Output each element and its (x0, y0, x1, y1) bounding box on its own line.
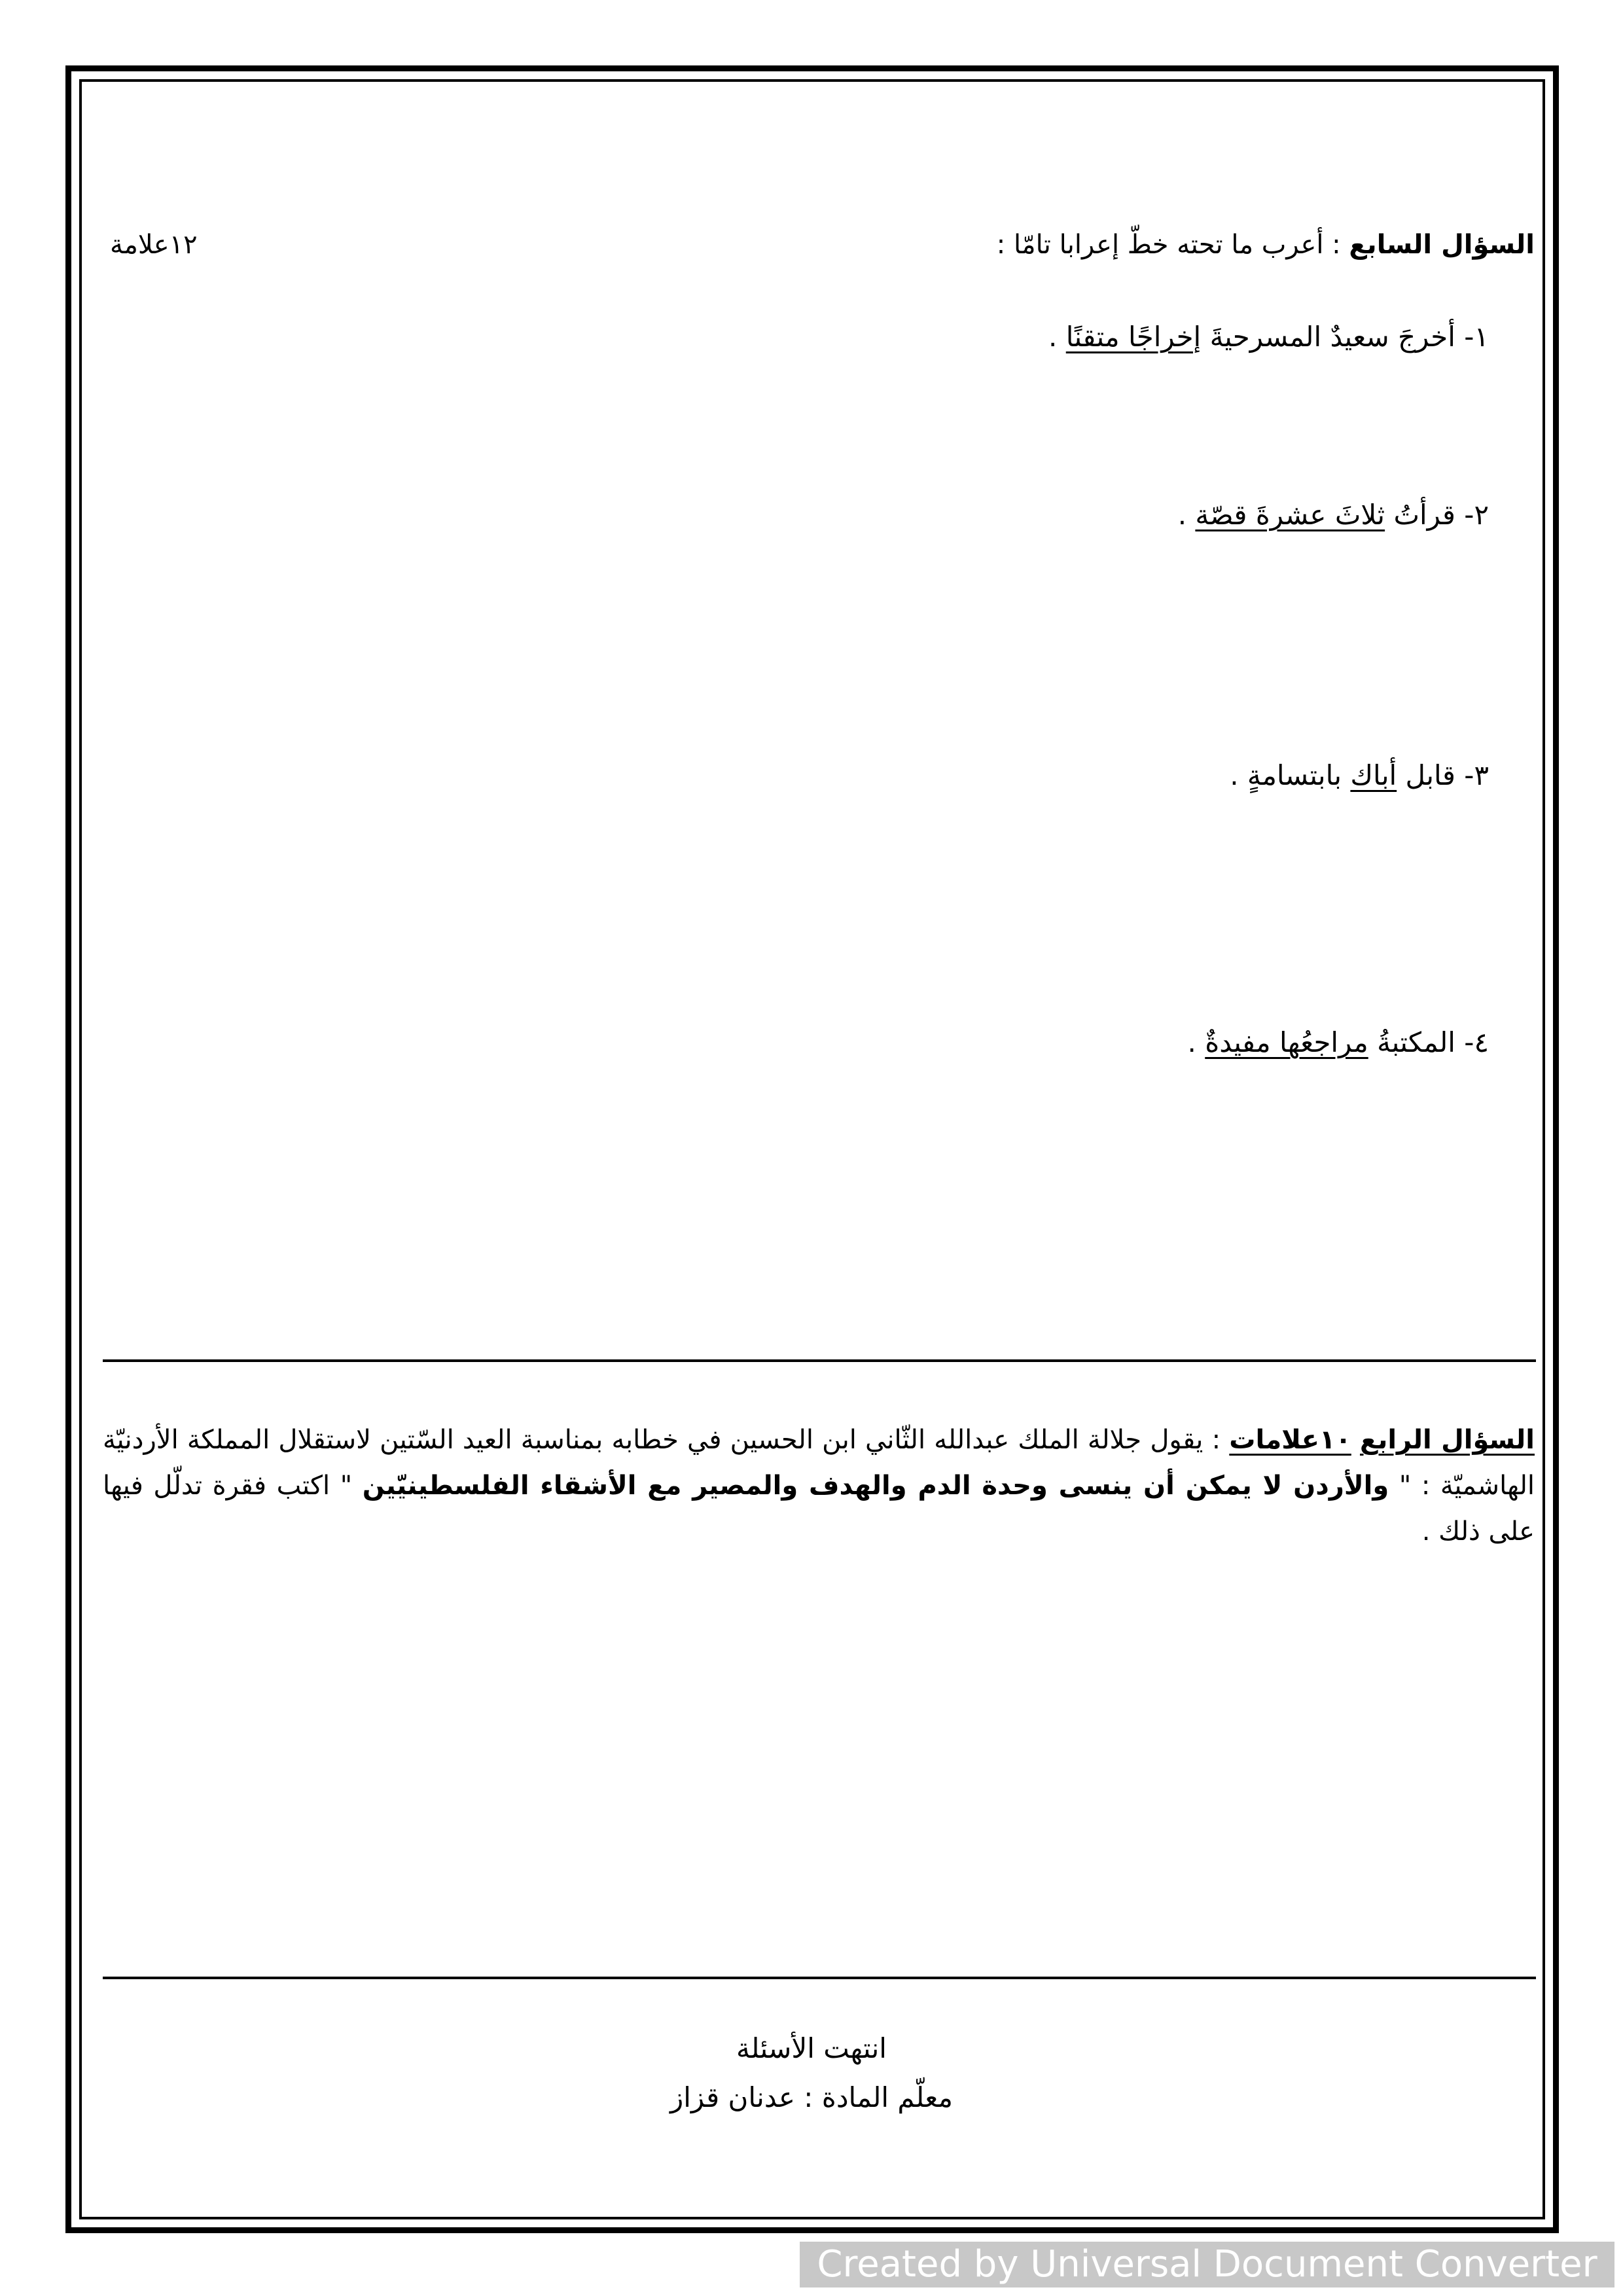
item-text: أخرجَ سعيدٌ المسرحيةَ (1201, 321, 1455, 353)
item-number: ١- (1464, 321, 1489, 353)
item-number: ٢- (1464, 499, 1489, 531)
question4-title: السؤال الرابع (1360, 1425, 1535, 1455)
item-end: . (1187, 1026, 1205, 1058)
item-underlined: أباك (1350, 759, 1397, 791)
question7-item-2 (1178, 499, 1489, 531)
question7-header (997, 229, 1535, 260)
question7-instruction: : أعرب ما تحته خطّ إعرابا تامّا : (996, 230, 1341, 260)
question7-item-1 (1048, 321, 1489, 353)
item-underlined: مراجعُها مفيدةٌ (1205, 1026, 1368, 1058)
question4-intro: : يقول جلالة الملك عبدالله الثّاني ابن الحسين في خطابه بمناسبة العيد السّتين لاستقلال المملكة الأردنيّة الهاشميّة : " (103, 1425, 1535, 1501)
item-underlined: إخراجًا متقنًا (1065, 321, 1202, 353)
item-text: المكتبةُ (1368, 1026, 1455, 1058)
section-divider-2 (103, 1977, 1536, 1979)
item-underlined: ثلاثَ عشرةَ قصّة (1195, 499, 1385, 531)
item-text: قابل (1397, 759, 1455, 791)
question7-item-4 (1188, 1026, 1489, 1059)
item-end: بابتسامةٍ . (1230, 759, 1351, 791)
item-number: ٣- (1464, 759, 1489, 791)
item-end: . (1048, 321, 1066, 353)
question7-title: السؤال السابع (1349, 230, 1535, 260)
item-number: ٤- (1464, 1026, 1489, 1058)
question4-outro: " اكتب فقرة تدلّل فيها على ذلك . (103, 1471, 1535, 1547)
section-divider (103, 1359, 1536, 1362)
watermark-banner: Created by Universal Document Converter (800, 2242, 1614, 2287)
question7-item-3 (1230, 759, 1489, 792)
item-text: قرأتُ (1385, 499, 1455, 531)
question4-quote: والأردن لا يمكن أن ينسى وحدة الدم والهدف والمصير مع الأشقاء الفلسطينيّين (362, 1471, 1389, 1501)
question4-paragraph (103, 1417, 1535, 1554)
page-border-inner (79, 79, 1545, 2219)
end-of-questions: انتهت الأسئلة (736, 2032, 887, 2064)
teacher-name: معلّم المادة : عدنان قزاز (669, 2081, 954, 2113)
item-end: . (1177, 499, 1196, 531)
question7-marks: ١٢علامة (110, 230, 198, 260)
question4-marks: ١٠علامات (1229, 1425, 1351, 1455)
